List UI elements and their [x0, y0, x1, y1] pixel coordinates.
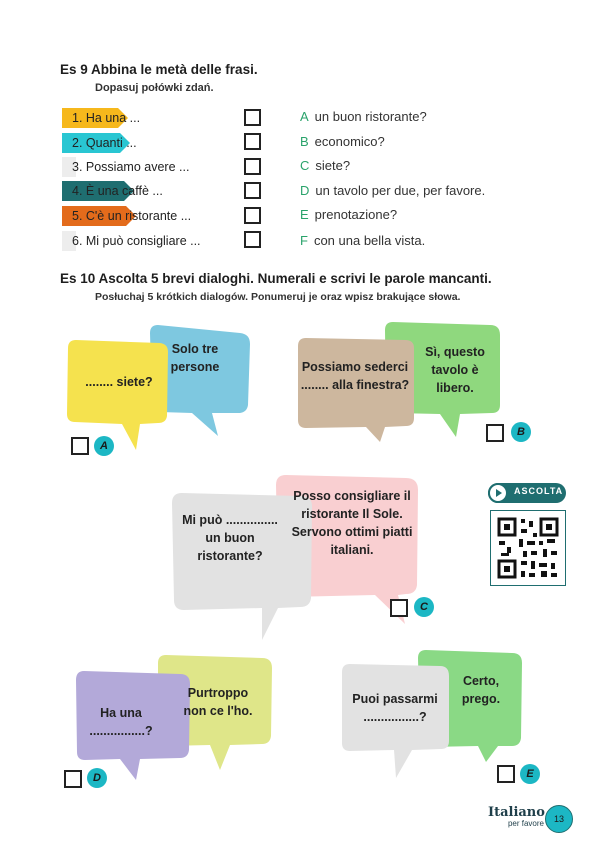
- dialog-c-line-2: Posso consigliare il ristorante Il Sole. Servono ottimi piatti italiani.: [291, 489, 413, 557]
- dialog-a-checkbox[interactable]: [71, 437, 89, 455]
- es9-option-b: B economico?: [300, 134, 385, 149]
- dialog-a-badge: A: [94, 436, 114, 456]
- bubble-a-left: [67, 340, 168, 450]
- es9-option-e: E prenotazione?: [300, 207, 398, 222]
- es9-item-4: 4. È una caffè ...: [62, 181, 163, 201]
- es9-option-d: D un tavolo per due, per favore.: [300, 183, 486, 198]
- es9-option-f: F con una bella vista.: [300, 233, 426, 248]
- qr-code-icon: [491, 511, 565, 585]
- dialog-e-line-1: Puoi passarmi ................?: [352, 692, 438, 724]
- dialog-a-line-1: ........ siete?: [85, 375, 153, 389]
- es9-subtitle: Dopasuj połówki zdań.: [95, 82, 214, 94]
- brand-title: Italiano: [488, 805, 545, 820]
- es9-option-c: C siete?: [300, 158, 351, 173]
- dialog-b-badge: B: [511, 422, 531, 442]
- qr-code[interactable]: [490, 510, 566, 586]
- dialog-a-line-2: Solo tre persone: [170, 342, 220, 374]
- es9-item-6: 6. Mi può consigliare ...: [62, 231, 201, 251]
- dialog-b-checkbox[interactable]: [486, 424, 504, 442]
- es9-option-a: A un buon ristorante?: [300, 109, 427, 124]
- dialog-b-line-1: Possiamo sederci ........ alla finestra?: [300, 360, 410, 392]
- play-icon: [488, 483, 508, 503]
- es9-title: Es 9 Abbina le metà delle frasi.: [60, 62, 258, 77]
- es10-title: Es 10 Ascolta 5 brevi dialoghi. Numerali e scrivi le parole mancanti.: [60, 271, 492, 286]
- dialog-e-badge: E: [520, 764, 540, 784]
- dialog-d-badge: D: [87, 768, 107, 788]
- es9-item-2: 2. Quanti ...: [62, 133, 137, 153]
- dialog-d-line-1: Ha una ................?: [89, 706, 153, 738]
- dialog-d-checkbox[interactable]: [64, 770, 82, 788]
- es9-item-1: 1. Ha una ...: [62, 108, 140, 128]
- listen-label: ASCOLTA: [514, 486, 564, 496]
- dialog-c-checkbox[interactable]: [390, 599, 408, 617]
- es10-subtitle: Posłuchaj 5 krótkich dialogów. Ponumeruj je oraz wpisz brakujące słowa.: [95, 291, 461, 303]
- listen-button[interactable]: [488, 483, 566, 503]
- dialog-e-checkbox[interactable]: [497, 765, 515, 783]
- dialog-c-badge: C: [414, 597, 434, 617]
- dialog-e-line-2: Certo, prego.: [461, 674, 501, 706]
- es9-item-3: 3. Possiamo avere ...: [62, 157, 189, 177]
- brand-subtitle: per favore: [507, 819, 544, 828]
- brand-logo: [488, 806, 544, 828]
- dialog-d-line-2: Purtroppo non ce l'ho.: [183, 686, 253, 718]
- es9-item-5: 5. C'è un ristorante ...: [62, 206, 191, 226]
- dialog-b-line-2: Sì, questo tavolo è libero.: [425, 345, 485, 395]
- dialog-c-line-1: Mi può ............... un buon ristorante?: [182, 513, 278, 563]
- page-number: 13: [545, 805, 573, 833]
